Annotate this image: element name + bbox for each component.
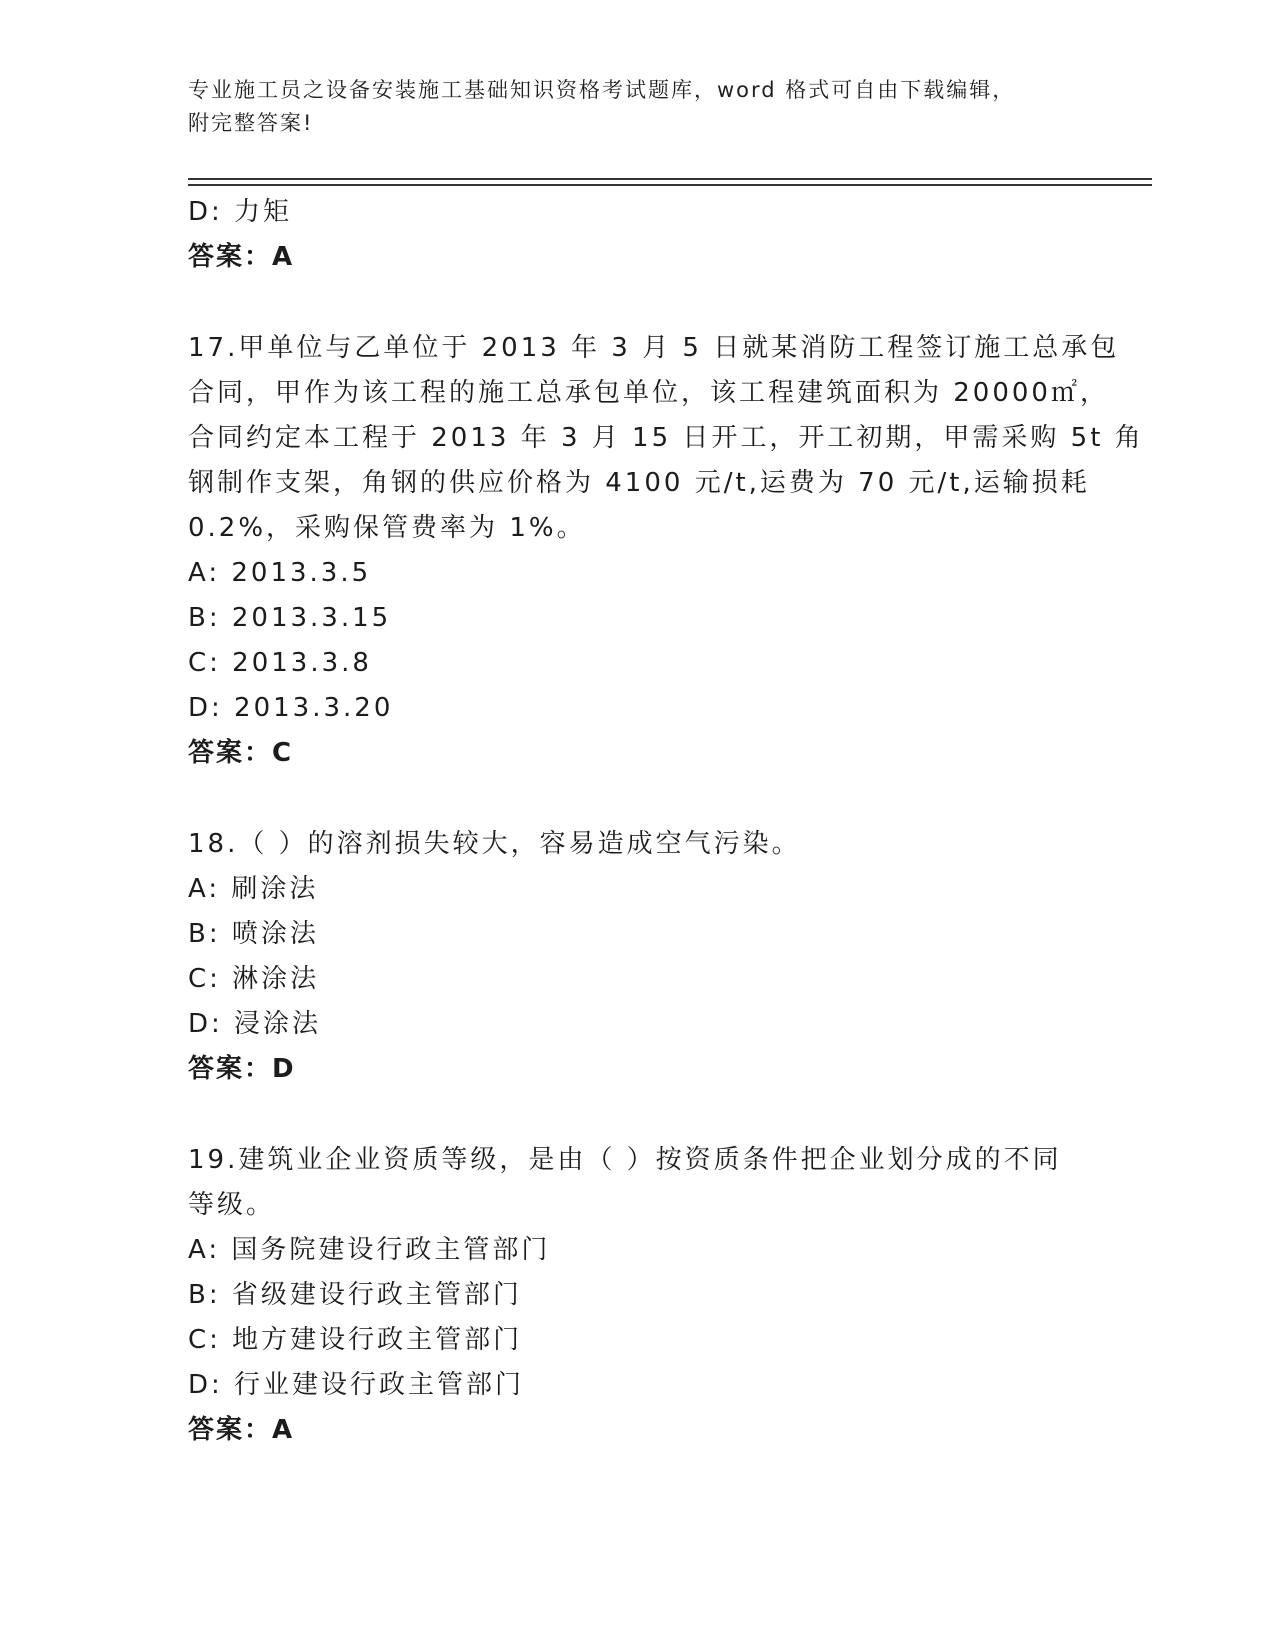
question-18 [188,822,1088,1092]
answer-line: 答案：D [188,1054,296,1084]
option-c: C: 2013.3.8 [188,648,372,678]
document-header [188,74,1088,140]
option-c: C: 地方建设行政主管部门 [188,1325,523,1355]
option-d: D: 2013.3.20 [188,693,394,723]
answer-line: 答案：A [188,1415,295,1445]
answer-line: 答案：C [188,738,294,768]
question-stem-line: 19.建筑业企业资质等级，是由（ ）按资质条件把企业划分成的不同 [188,1145,1062,1175]
spacer [188,280,1088,326]
option-d: D: 力矩 [188,197,293,227]
header-line-2: 附完整答案! [188,111,314,135]
option-d: D: 浸涂法 [188,1009,322,1039]
question-stem-line: 18.（ ）的溶剂损失较大，容易造成空气污染。 [188,829,801,859]
spacer [188,776,1088,822]
question-19 [188,1138,1088,1453]
header-line-1: 专业施工员之设备安装施工基础知识资格考试题库，word 格式可自由下载编辑， [188,78,1016,102]
document-body [188,190,1144,1453]
header-divider-bottom [188,184,1152,186]
option-a: A: 国务院建设行政主管部门 [188,1235,551,1265]
prev-question [188,190,1088,280]
question-stem-line: 合同约定本工程于 2013 年 3 月 15 日开工，开工初期，甲需采购 5t 角 [188,423,1144,453]
option-a: A: 2013.3.5 [188,558,372,588]
spacer [188,1092,1088,1138]
option-a: A: 刷涂法 [188,874,319,904]
question-stem-line: 17.甲单位与乙单位于 2013 年 3 月 5 日就某消防工程签订施工总承包 [188,333,1120,363]
question-stem-line: 等级。 [188,1190,276,1220]
option-b: B: 省级建设行政主管部门 [188,1280,522,1310]
option-b: B: 2013.3.15 [188,603,392,633]
header-divider-top [188,178,1152,180]
question-stem-line: 合同，甲作为该工程的施工总承包单位，该工程建筑面积为 20000㎡， [188,378,1109,408]
question-17 [188,326,1144,776]
answer-line: 答案：A [188,242,295,272]
question-stem-line: 0.2%，采购保管费率为 1%。 [188,513,586,543]
option-b: B: 喷涂法 [188,919,319,949]
option-c: C: 淋涂法 [188,964,320,994]
question-stem-line: 钢制作支架，角钢的供应价格为 4100 元/t,运费为 70 元/t,运输损耗 [188,468,1090,498]
option-d: D: 行业建设行政主管部门 [188,1370,525,1400]
